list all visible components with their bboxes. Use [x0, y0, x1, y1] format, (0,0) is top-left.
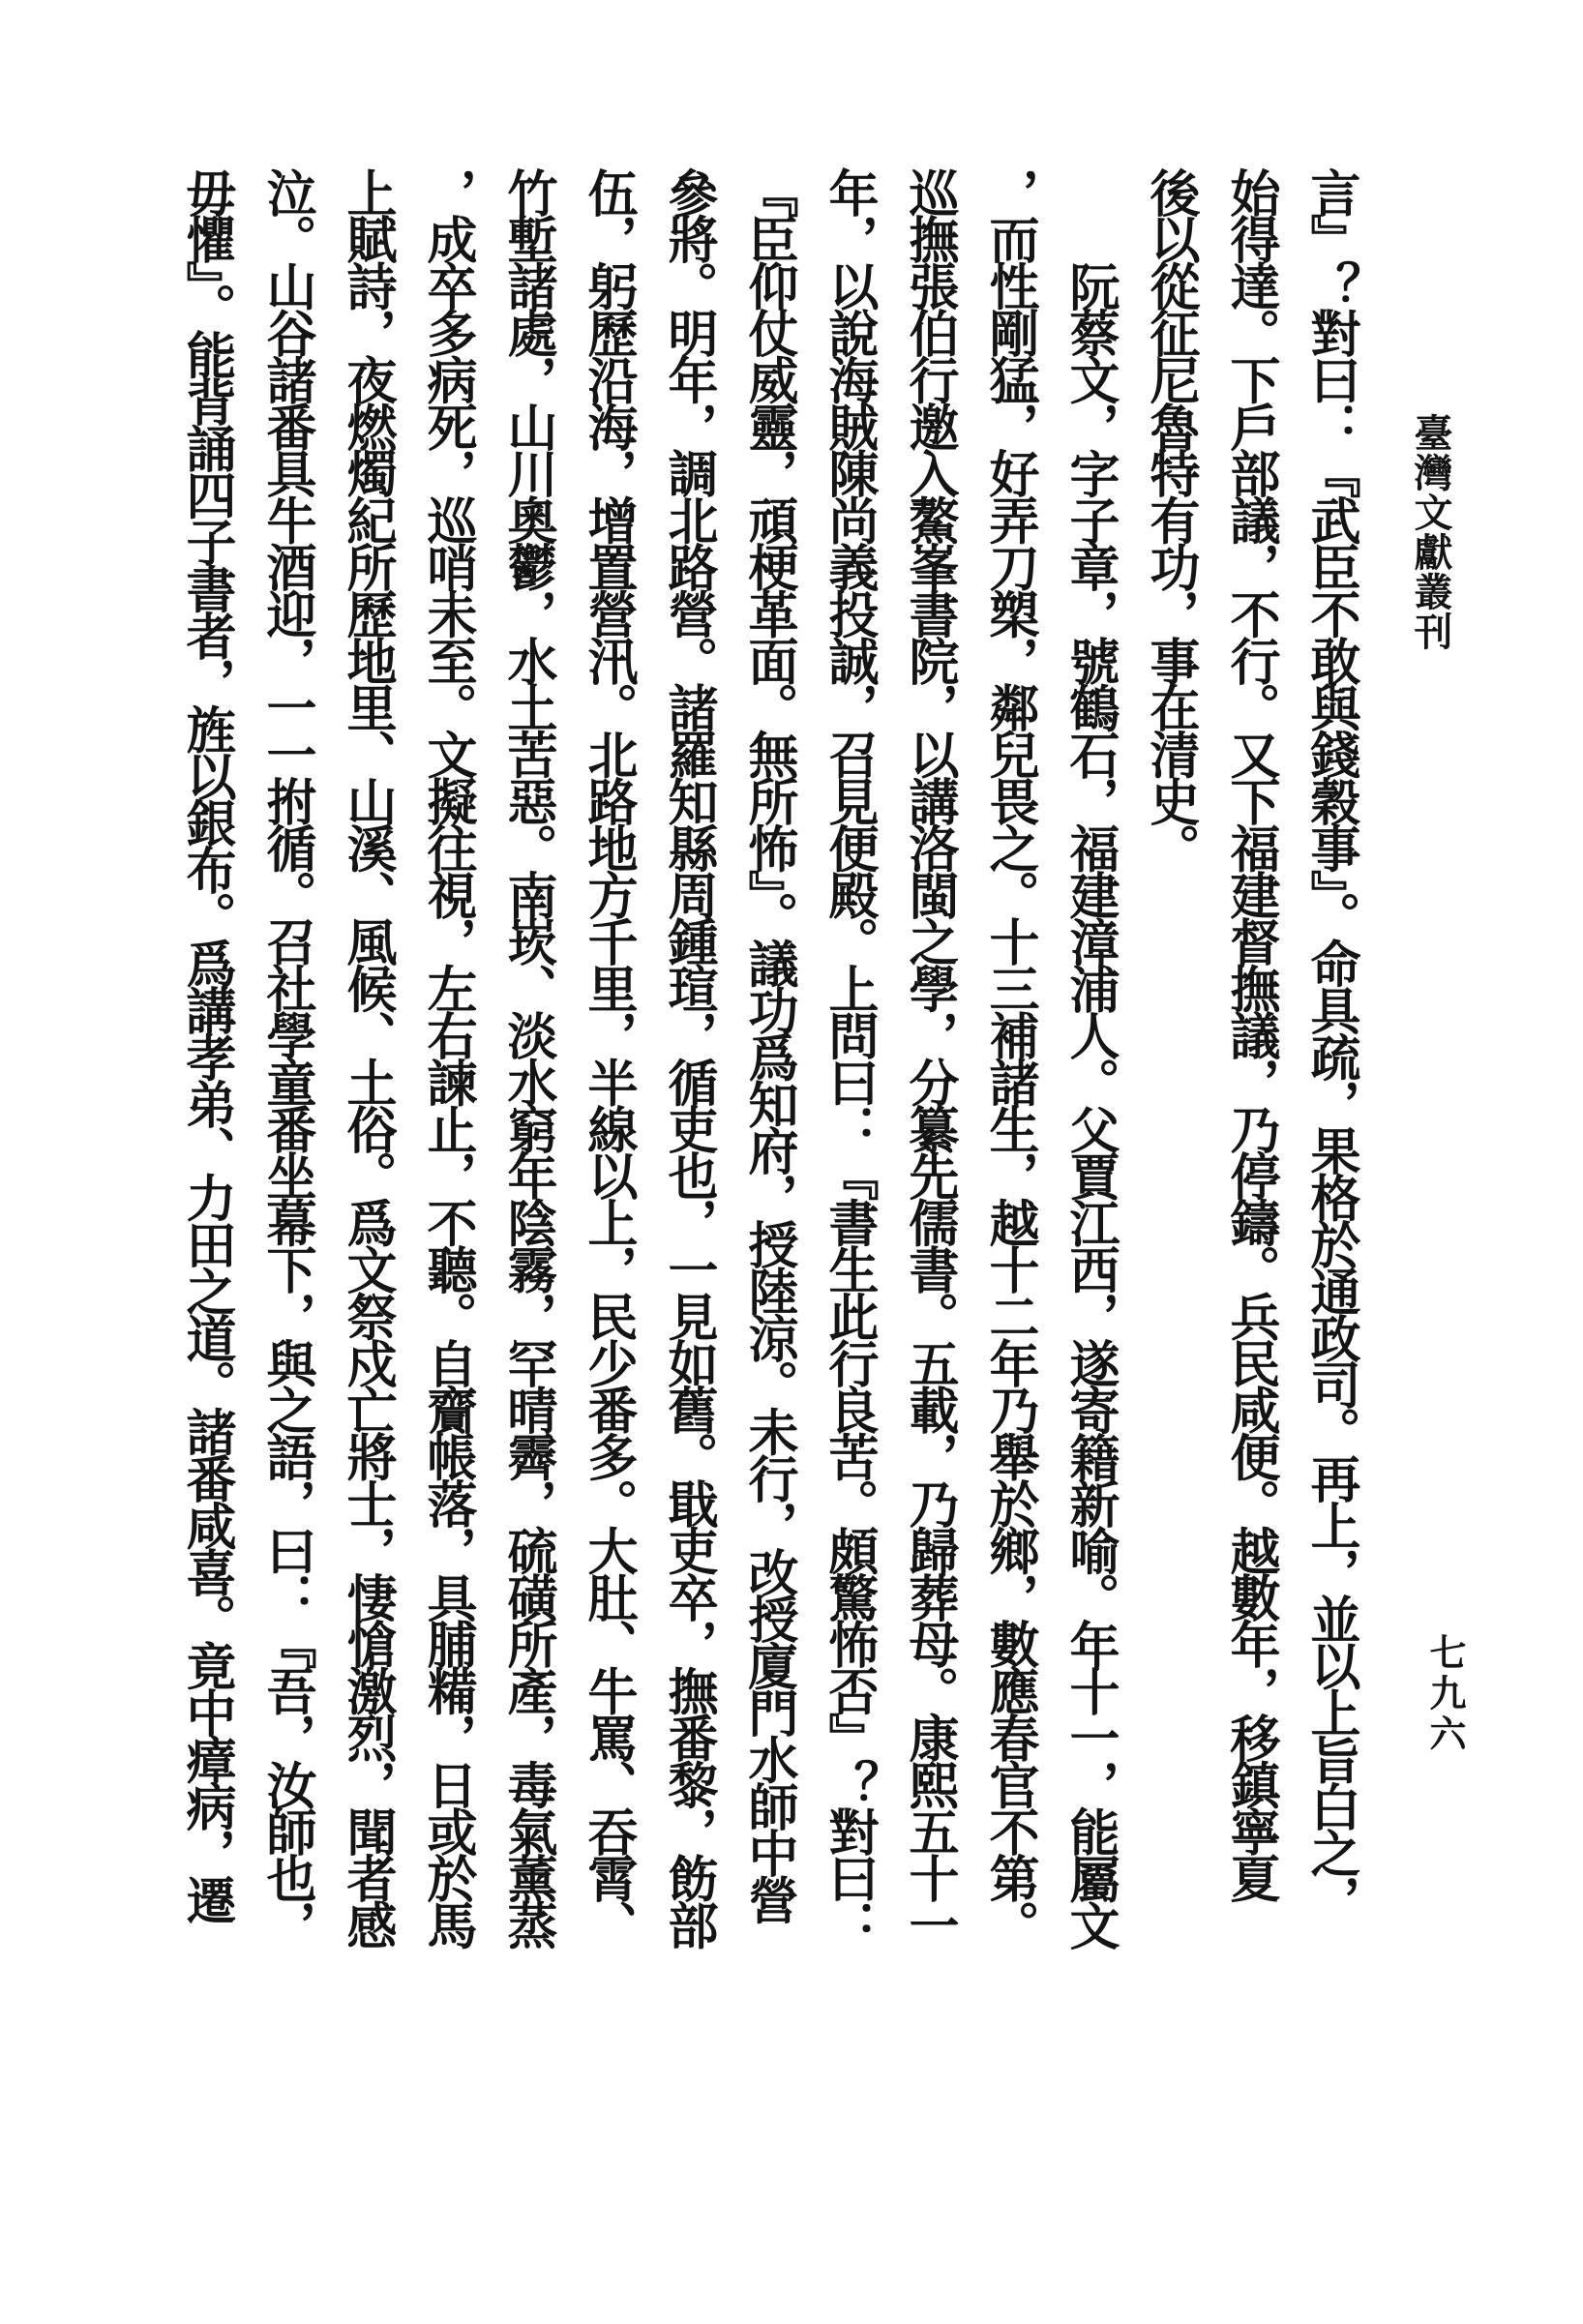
page-number: 七九六 — [1423, 1633, 1467, 1755]
text-column: 毋懼』。能背誦四子書者，旌以銀布。爲講孝弟、力田之道。諸番咸喜。竟中瘴病，遷 — [177, 167, 236, 1922]
text-column: ，成卒多病死，巡哨未至。文擬往視，左右諫止，不聽。自齎帳落，具脯糒，日或於馬 — [418, 167, 477, 1948]
text-column: 始得達。下戶部議，不行。又下福建督撫議，乃停鑄。兵民咸便。越數年，移鎮寧夏 — [1221, 167, 1280, 1900]
text-column: 『臣仰仗威靈，頑梗革面。無所怖』。議功爲知府，授陸涼。未行，改授廈門水師中營 — [739, 167, 798, 1922]
series-title: 臺灣文獻叢刊 — [1408, 413, 1453, 651]
main-text — [166, 167, 1371, 1948]
text-column: 言』？對曰：『武臣不敢與錢穀事』。命具疏，果格於通政司。再上，並以上旨白之， — [1301, 167, 1360, 1922]
text-column: 後以從征尼魯特有功，事在清史。 — [1141, 167, 1200, 871]
text-column: 泣。山谷諸番具牛酒迎，一一拊循。召社學童番坐幕下，與之語，曰：『吾，汝師也， — [257, 167, 316, 1948]
text-column: 伍，躬歷沿海，增置營汛。北路地方千里，半線以上，民少番多。大肚、牛罵、吞霄、 — [579, 167, 638, 1948]
text-column: 上賦詩，夜燃燭紀所歷地里、山溪、風候、土俗。爲文祭戍亡將士，悽愴激烈，聞者感 — [338, 167, 397, 1948]
text-column: ，而性剛猛，好弄刀槊，鄰兒畏之。十三補諸生，越十二年乃舉於鄉，數應春官不第。 — [980, 167, 1039, 1948]
text-column: 參將。明年，調北路營。諸羅知縣周鍾瑄，循吏也，一見如舊。戢吏卒，撫番黎，飭部 — [659, 167, 718, 1948]
text-column: 竹塹諸處，山川奧鬱，水土苦惡。南崁、淡水窮年陰霧，罕晴霽，硫磺所產，毒氣薰蒸 — [498, 167, 557, 1948]
text-column: 巡撫張伯行邀入鰲峯書院，以講洛閩之學，分纂先儒書。五載，乃歸葬母。康熙五十一 — [900, 167, 959, 1948]
text-column: 阮蔡文，字子章，號鶴石，福建漳浦人。父賈江西，遂寄籍新喻。年十一，能屬文 — [1060, 260, 1120, 1948]
text-column: 年，以說海賊陳尚義投誠，召見便殿。上問曰：『書生此行良苦。頗驚怖否』？對曰： — [820, 167, 879, 1948]
